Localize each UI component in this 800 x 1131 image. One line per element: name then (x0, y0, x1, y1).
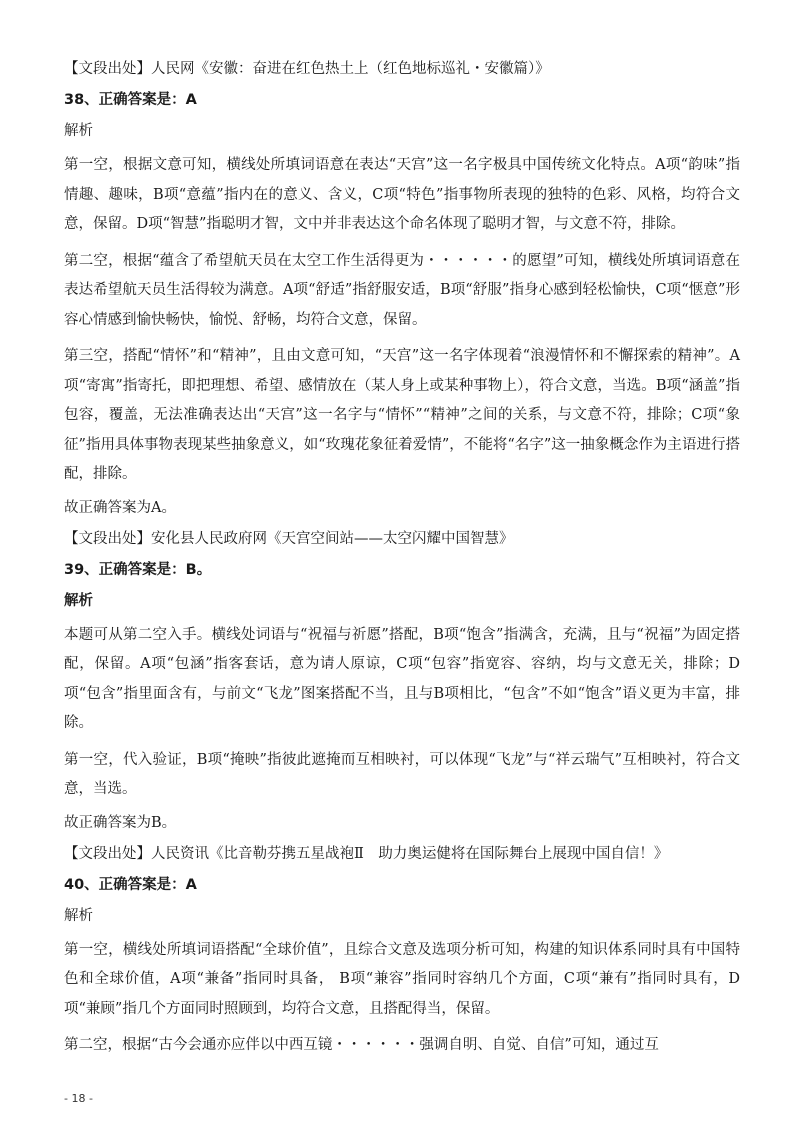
q39-paragraph-1: 本题可从第二空入手。横线处词语与“祝福与祈愿”搭配，B项“饱含”指满含，充满，且与“祝福”为固定搭配，保留。A项“包涵”指客套话，意为请人原谅，C项“包容”指宽容、容纳，均与文意无关，排除；D项“包含”指里面含有，与前文“飞龙”图案搭配不当，且与B项相比，“包含”不如“饱含”语义更为丰富，排除。 (64, 626, 740, 731)
q38-paragraph-3: 第三空，搭配“情怀”和“精神”，且由文意可知，“天宫”这一名字体现着“浪漫情怀和不懈探索的精神”。A项“寄寓”指寄托，即把理想、希望、感情放在（某人身上或某种事物上），符合文意，当选。B项“涵盖”指包容，覆盖，无法准确表达出“天宫”这一名字与“情怀”“精神”之间的关系，与文意不符，排除；C项“象征”指用具体事物表现某些抽象意义，如“玫瑰花象征着爱情”，不能将“名字”这一抽象概念作为主语进行搭配，排除。 (64, 348, 740, 482)
q40-answer: 40、正确答案是：A (64, 876, 197, 893)
q40-paragraph-2: 第二空，根据“古今会通亦应伴以中西互镜・・・・・・强调自明、自觉、自信”可知，通过互 (64, 1037, 659, 1053)
q38-conclusion: 故正确答案为A。 (64, 499, 176, 516)
q38-paragraph-1: 第一空，根据文意可知，横线处所填词语意在表达“天宫”这一名字极具中国传统文化特点。A项“韵味”指情趣、趣味，B项“意蕴”指内在的意义、含义，C项“特色”指事物所表现的独特的色彩、风格，均符合文意，保留。D项“智慧”指聪明才智，文中并非表达这个命名体现了聪明才智，与文意不符，排除。 (64, 157, 740, 232)
source-citation-1: 【文段出处】人民网《安徽：奋进在红色热土上（红色地标巡礼・安徽篇）》 (64, 61, 550, 77)
q39-analysis-label: 解析 (64, 592, 93, 609)
q39-conclusion: 故正确答案为B。 (64, 814, 177, 831)
q39-source-citation: 【文段出处】人民资讯《比音勒芬携五星战袍Ⅱ 助力奥运健将在国际舞台上展现中国自信！》 (64, 845, 669, 862)
q40-analysis-label: 解析 (64, 907, 93, 924)
page-number: - 18 - (64, 1092, 93, 1105)
q38-source-citation: 【文段出处】安化县人民政府网《天宫空间站——太空闪耀中国智慧》 (64, 530, 514, 547)
document-page (64, 58, 740, 1068)
q38-answer: 38、正确答案是：A (64, 92, 197, 108)
q40-paragraph-1: 第一空，横线处所填词语搭配“全球价值”，且综合文意及选项分析可知，构建的知识体系同时具有中国特色和全球价值，A项“兼备”指同时具备， B项“兼容”指同时容纳几个方面，C项“兼有”指同时具有，D项“兼顾”指几个方面同时照顾到，均符合文意，且搭配得当，保留。 (64, 941, 740, 1017)
q39-paragraph-2: 第一空，代入验证，B项“掩映”指彼此遮掩而互相映衬，可以体现“飞龙”与“祥云瑞气”互相映衬，符合文意，当选。 (64, 751, 740, 797)
q38-analysis-label: 解析 (64, 123, 93, 139)
q38-paragraph-2: 第二空，根据“蕴含了希望航天员在太空工作生活得更为・・・・・・的愿望”可知，横线处所填词语意在表达希望航天员生活得较为满意。A项“舒适”指舒服安适，B项“舒服”指身心感到轻松愉快，C项“惬意”形容心情感到愉快畅快，愉悦、舒畅，均符合文意，保留。 (64, 252, 740, 328)
q39-answer: 39、正确答案是：B。 (64, 561, 212, 578)
